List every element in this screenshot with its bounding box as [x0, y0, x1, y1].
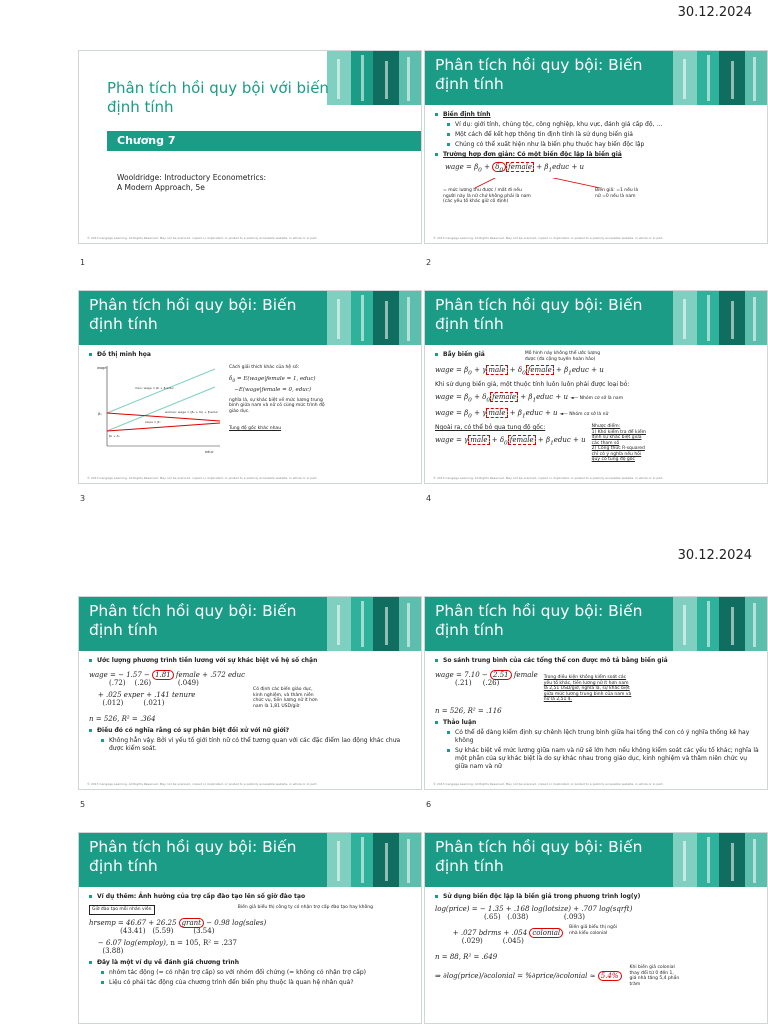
annotation: Biến giả: =1 nếu là nữ =0 nếu là nam — [595, 188, 639, 199]
slide-decoration — [327, 291, 421, 345]
text: Ngoài ra, có thể bỏ qua tung độ gốc: — [435, 424, 546, 432]
wage-diagram — [95, 361, 225, 456]
annotation: Trong điều kiện không kiểm soát các yếu tố khác, tiền lương nữ ít hơn nam là 2,51 USD/giờ, nghĩa là, sự khác biệt giữa mức lương trung bình của nam và nữ là 2,51 $. — [543, 675, 632, 702]
bullet-icon — [435, 153, 438, 156]
equation: $\delta_0$ = E(wage|female = 1, educ) −E(wage|female = 0, educ) — [229, 375, 316, 393]
regression-stats: n = 105, R² = .237 — [170, 938, 237, 947]
slide-2 — [424, 50, 768, 244]
slide-5 — [78, 596, 422, 790]
bullet-icon — [89, 659, 92, 662]
text: Khi sử dụng biến giả, một thuộc tính luôn luôn phải được loại bỏ: — [435, 381, 630, 389]
book-line-2: A Modern Approach, 5e — [117, 183, 205, 192]
slide-header — [79, 291, 421, 345]
page-number: 3 — [80, 494, 86, 503]
bullet-text: Liệu có phải tác động của chương trình đến biến phụ thuộc là quan hệ nhân quả? — [109, 978, 354, 986]
bullet-icon — [447, 731, 450, 734]
annotation-box: Giờ đào tạo mỗi nhân viên — [89, 905, 155, 915]
equation: ⇒ ∂log(price)/∂colonial = %∂price/∂colonial ≈ 5.4% — [435, 972, 622, 980]
slide-header — [425, 51, 767, 105]
slide-footer: © 2013 Cengage Learning. All Rights Reserved. May not be scanned, copied or duplicated, or posted to a publicly accessible website, in whole or in part. — [87, 782, 318, 786]
heading: Điều đó có nghĩa rằng có sự phân biệt đối xử với nữ giới? — [97, 727, 290, 734]
bullet-icon — [435, 895, 438, 898]
women-line-label: women: wage = (β₀ + δ₀) + β₁educ — [165, 410, 219, 414]
slide-footer: © 2013 Cengage Learning. All Rights Reserved. May not be scanned, copied or duplicated, or posted to a publicly accessible website, in whole or in part. — [433, 782, 664, 786]
drawbacks — [592, 424, 650, 463]
bullet-icon — [89, 729, 92, 732]
slide-6 — [424, 596, 768, 790]
slide-header — [425, 833, 767, 887]
slide-1-title: Phân tích hồi quy bội với biến định tính — [107, 79, 329, 116]
regression-stats: n = 88, R² = .649 — [435, 953, 498, 961]
annotation-arrows — [435, 178, 755, 218]
y-axis-label: wage — [97, 366, 107, 370]
slide-4 — [424, 290, 768, 484]
page-date-middle: 30.12.2024 — [677, 548, 752, 563]
text: Cách giải thích khác của hệ số: — [229, 365, 300, 370]
bullet-icon — [435, 113, 438, 116]
bullet-icon — [447, 123, 450, 126]
bullet-text: Sự khác biệt về mức lương giữa nam và nữ sẽ lớn hơn nếu không kiểm soát các yếu tố khác; nghĩa là một phần của sự khác biệt là do sự khác nhau trong giáo dục, kinh nghiệm và thâm niên chức vụ giữa nam và nữ — [455, 746, 759, 770]
intercept-women: β₀ + δ₀ — [109, 434, 120, 438]
slide-header — [425, 291, 767, 345]
percent-result: 5.4% — [598, 971, 622, 981]
slide-footer: © 2013 Cengage Learning. All Rights Reserved. May not be scanned, copied or duplicated, or posted to a publicly accessible website, in whole or in part. — [433, 236, 664, 240]
slide-title: Phân tích hồi quy bội: Biến định tính — [89, 602, 297, 639]
bullet-icon — [435, 659, 438, 662]
slide-body — [89, 349, 413, 469]
slide-decoration — [327, 833, 421, 887]
equation: + .027 bdrms + .054 colonial (.029) (.045) — [435, 929, 563, 945]
bullet-text: Không hẳn vậy. Bởi vì yếu tố giới tính nữ có thể tương quan với các đặc điểm lao động khác chưa được kiểm soát. — [109, 737, 401, 752]
men-line-label: men: wage = β₀ + β₁educ — [135, 386, 175, 390]
equation: wage = $\beta_0 + \gamma$ male + $\beta_1educ + u$ ◄— Nhóm cơ sở là nữ — [435, 408, 609, 420]
annotation: Biến giả biểu thị công ty có nhận trợ cấp đào tạo hay không — [237, 905, 373, 910]
heading: Biến định tính — [443, 111, 491, 118]
book-line-1: Wooldridge: Introductory Econometrics: — [117, 173, 267, 182]
equation: wage = $\beta_0 + \delta_0$ female + $\beta_1educ + u$ — [445, 163, 585, 174]
slide-8 — [424, 832, 768, 1024]
bullet-text: Chúng có thể xuất hiện như là biến phụ thuộc hay biến độc lập — [455, 141, 645, 148]
page-number: 6 — [426, 800, 432, 809]
bullet-icon — [447, 749, 450, 752]
bullet-icon — [89, 895, 92, 898]
slope-label: slope = β₁ — [145, 420, 161, 424]
equation: wage = γ male + $\delta_0$ female + $\beta_1educ + u$ — [435, 436, 586, 447]
slide-header — [425, 597, 767, 651]
page-number: 4 — [426, 494, 432, 503]
heading: Sử dụng biến độc lập là biến giả trong phương trình log(y) — [443, 893, 641, 900]
annotation: Mô hình này không thể ước lượng được (đa cộng tuyến hoàn hảo) — [524, 351, 601, 362]
text: nghĩa là, sự khác biệt về mức lương trung bình giữa nam và nữ có cùng mức trình độ giáo dục. — [229, 397, 325, 414]
equation: wage = 7.10 − 2.51 female (.21) (.26) — [435, 671, 538, 687]
page-number: 5 — [80, 800, 86, 809]
slide-title: Phân tích hồi quy bội: Biến định tính — [89, 296, 297, 333]
heading: Ví dụ thêm: Ảnh hưởng của trợ cấp đào tạo lên số giờ đào tạo — [97, 893, 306, 900]
equation: log(price) = − 1.35 + .168 log(lotsize) + .707 log(sqrft) (.65) (.038) (.093) — [435, 905, 633, 921]
slide-footer: © 2013 Cengage Learning. All Rights Reserved. May not be scanned, copied or duplicated, or posted to a publicly accessible website, in whole or in part. — [87, 236, 318, 240]
bullet-icon — [89, 353, 92, 356]
equation: + .025 exper + .141 tenure (.012) (.021) — [89, 691, 196, 707]
slide-title: Phân tích hồi quy bội: Biến định tính — [435, 296, 643, 333]
slide-header — [79, 597, 421, 651]
slide-header — [79, 833, 421, 887]
slide-title: Phân tích hồi quy bội: Biến định tính — [435, 838, 643, 875]
interpretation — [229, 365, 329, 432]
slide-title: Phân tích hồi quy bội: Biến định tính — [435, 602, 643, 639]
bullet-icon — [101, 981, 104, 984]
slide-body — [89, 655, 413, 775]
annotation: = mức lương thu được / mất đi nếu người này là nữ chứ không phải là nam (các yếu tố khác giữ cố định) — [443, 188, 531, 205]
chapter-label: Chương 7 — [117, 134, 176, 147]
slide-footer: © 2013 Cengage Learning. All Rights Reserved. May not be scanned, copied or duplicated, or posted to a publicly accessible website, in whole or in part. — [433, 476, 664, 480]
slide-body — [89, 891, 413, 1023]
chapter-band — [107, 131, 422, 151]
regression-stats: n = 526, R² = .364 — [89, 715, 156, 723]
bullet-icon — [435, 353, 438, 356]
annotation: Biến giả biểu thị ngôi nhà kiểu colonial — [569, 925, 617, 936]
equation: hrsemp = 46.67 + 26.25 grant − 0.98 log(sales) (43.41) (5.59) (3.54) — [89, 918, 267, 935]
slide-footer: © 2013 Cengage Learning. All Rights Reserved. May not be scanned, copied or duplicated, or posted to a publicly accessible website, in whole or in part. — [87, 476, 318, 480]
annotations — [435, 178, 759, 218]
x-axis-label: educ — [205, 450, 214, 454]
page-number: 1 — [80, 258, 86, 267]
heading: Đây là một ví dụ về đánh giá chương trình — [97, 958, 239, 966]
heading: Bẫy biến giả — [443, 351, 485, 358]
equation: − 6.07 log(employ), n = 105, R² = .237 (3.88) — [89, 938, 237, 955]
text: Tung độ gốc khác nhau — [229, 426, 282, 432]
slide-title: Phân tích hồi quy bội: Biến định tính — [89, 838, 297, 875]
annotation: 2) Công thức R-squared chỉ có ý nghĩa nếu hồi quy có tung độ gốc — [591, 446, 645, 463]
equation: wage = − 1.57 − 1.81 female + .572 educ (.72) (.26) (.049) — [89, 671, 246, 687]
slide-7 — [78, 832, 422, 1024]
regression-stats: n = 526, R² = .116 — [435, 706, 502, 715]
annotation: Nhóm cơ sở là nữ — [569, 411, 609, 417]
slide-decoration — [673, 597, 767, 651]
slide-3 — [78, 290, 422, 484]
bullet-text: nhóm tác động (= có nhận trợ cấp) so với nhóm đối chứng (= không có nhận trợ cấp) — [109, 968, 366, 976]
heading: So sánh trung bình của các tổng thể con được mô tả bằng biến giả — [443, 657, 668, 664]
bullet-icon — [101, 739, 104, 742]
annotation: Khi biến giả colonial thay đổi từ 0 đến 1, giá nhà tăng 5,4 phần trăm — [629, 965, 680, 987]
slide-decoration — [673, 833, 767, 887]
heading: Thảo luận — [443, 718, 477, 726]
slide-1 — [78, 50, 422, 244]
bullet-icon — [447, 133, 450, 136]
heading: Trường hợp đơn giản: Có một biến độc lập là biến giả — [443, 151, 622, 158]
heading: Đồ thị minh họa — [97, 351, 151, 358]
intercept-men: β₀ — [98, 412, 102, 416]
slide-decoration — [673, 51, 767, 105]
annotation: Có định các biến giáo dục, kinh nghiệm, và thâm niên chức vụ, tiền lương nữ ít hơn nam là 1,81 USD/giờ — [253, 687, 318, 709]
slide-body — [435, 109, 759, 229]
equation: wage = $\beta_0 + \delta_0$ female + $\beta_1educ + u$ ◄— Nhóm cơ sở là nam — [435, 393, 624, 404]
book-reference — [117, 173, 266, 193]
slide-decoration — [327, 51, 421, 105]
heading: Ước lượng phương trình tiền lương với sự khác biệt về hệ số chặn — [97, 657, 318, 664]
bullet-text: Có thể dễ dàng kiểm định sự chênh lệch trung bình giữa hai tổng thể con có ý nghĩa thống kê hay không — [455, 728, 750, 744]
bullet-text: Một cách để kết hợp thông tin định tính là sử dụng biến giả — [455, 131, 633, 138]
bullet-icon — [101, 971, 104, 974]
page-number: 2 — [426, 258, 432, 267]
equation: wage = $\beta_0 + \gamma$ male + $\delta_0$ female + $\beta_1educ + u$ — [435, 366, 604, 377]
slide-title: Phân tích hồi quy bội: Biến định tính — [435, 56, 643, 93]
page-date-top: 30.12.2024 — [677, 5, 752, 20]
annotation: 1) Khó kiểm tra để kiểm định sự khác biệt giữa các tham số — [591, 429, 647, 446]
bullet-icon — [447, 143, 450, 146]
bullet-icon — [435, 721, 438, 724]
slide-decoration — [673, 291, 767, 345]
slide-body — [435, 891, 759, 1023]
annotation: Nhóm cơ sở là nam — [579, 396, 624, 402]
bullet-text: Ví dụ: giới tính, chủng tộc, công nghiệp, khu vực, đánh giá cấp độ, … — [455, 121, 663, 128]
slide-decoration — [327, 597, 421, 651]
annotation: Nhược điểm: — [591, 424, 621, 430]
bullet-icon — [89, 961, 92, 964]
slide-body — [435, 349, 759, 469]
slide-body — [435, 655, 759, 775]
